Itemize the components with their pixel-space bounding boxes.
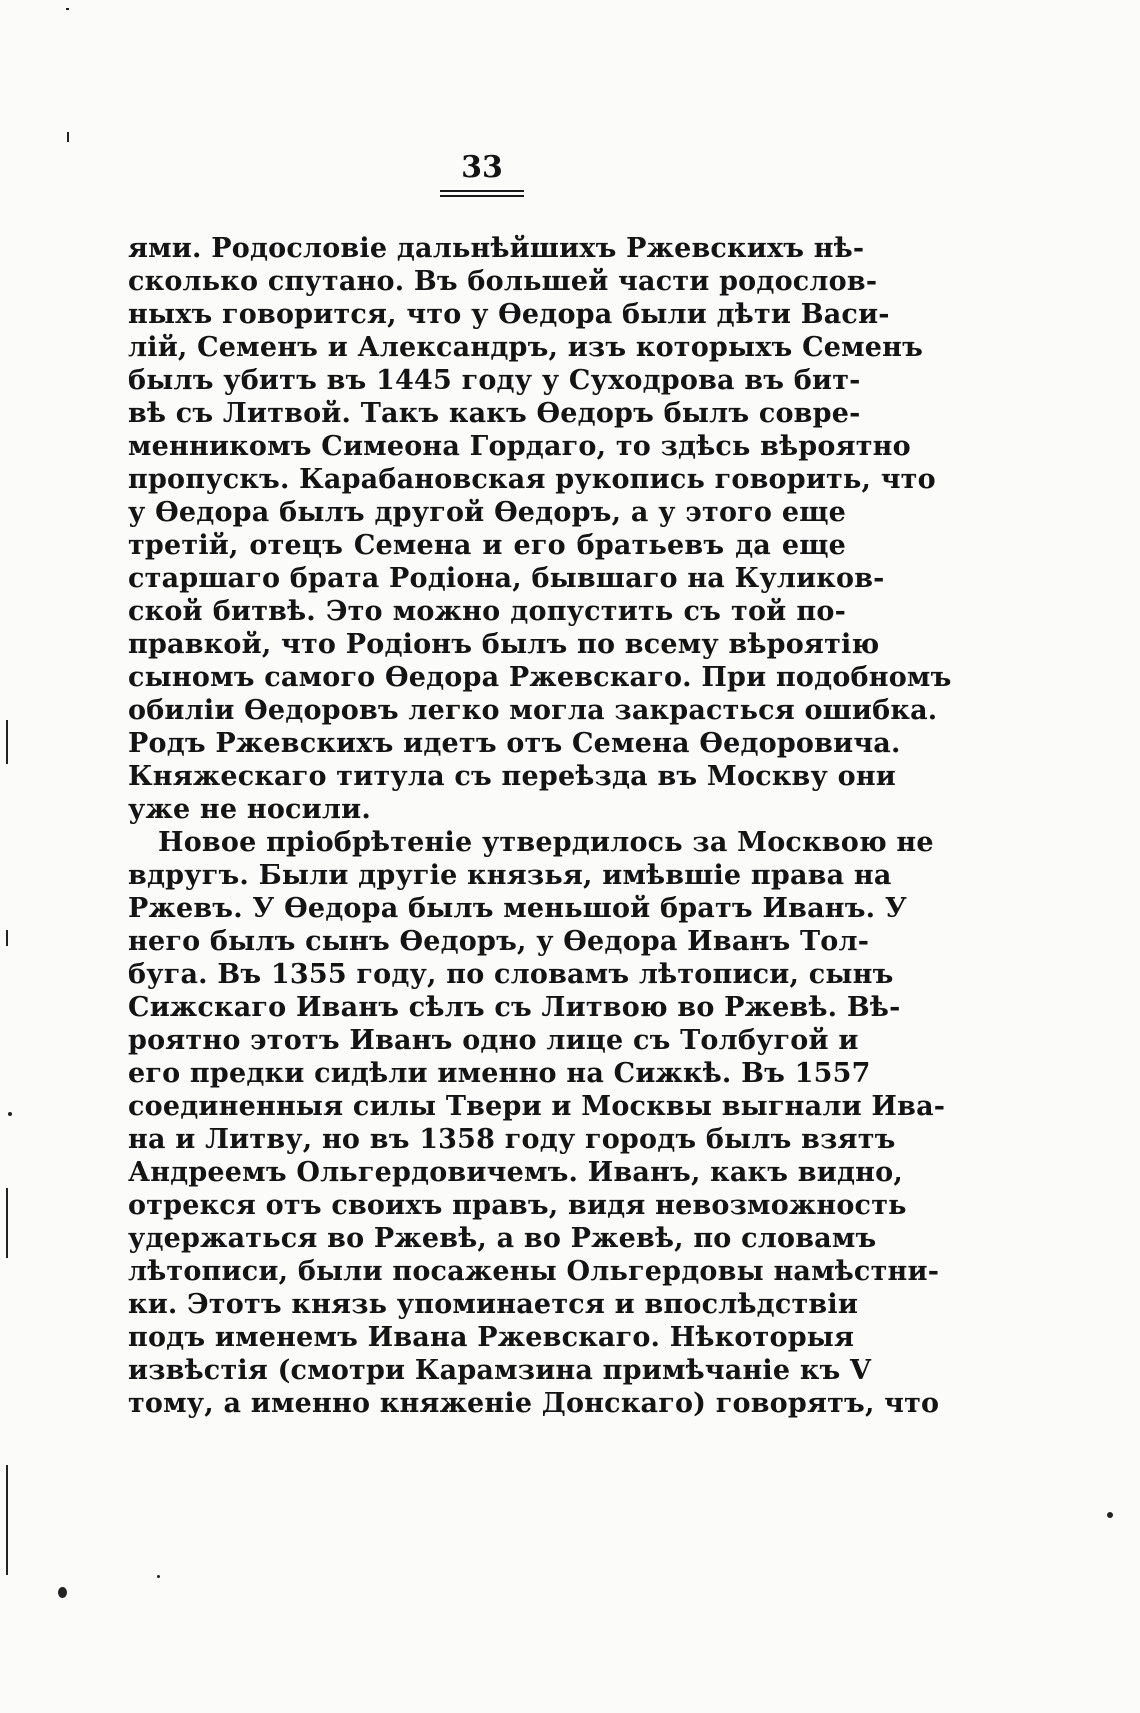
text-line: старшаго брата Родіона, бывшаго на Куликов-	[128, 563, 885, 594]
text-line: его предки сидѣли именно на Сижкѣ. Въ 1557	[128, 1058, 871, 1089]
scan-speck	[66, 8, 69, 10]
scan-speck	[157, 1575, 160, 1578]
text-line: Родъ Ржевскихъ идетъ отъ Семена Ѳедоровича.	[128, 728, 901, 759]
text-line: сколько спутано. Въ большей части родослов-	[128, 266, 878, 297]
page-number-rule	[440, 190, 524, 192]
text-line: ями. Родословіе дальнѣйшихъ Ржевскихъ нѣ-	[128, 233, 865, 264]
text-line: удержаться во Ржевѣ, а во Ржевѣ, по словамъ	[128, 1223, 877, 1254]
text-line: подъ именемъ Ивана Ржевскаго. Нѣкоторыя	[128, 1322, 855, 1353]
scan-speck	[6, 720, 8, 764]
text-line: уже не носили.	[128, 794, 371, 825]
scan-speck	[8, 1112, 12, 1116]
text-line: у Ѳедора былъ другой Ѳедоръ, а у этого еще	[128, 497, 846, 528]
text-line: обиліи Ѳедоровъ легко могла закрасться ошибка.	[128, 695, 938, 726]
scan-speck	[6, 1188, 8, 1258]
text-line: Новое пріобрѣтеніе утвердилось за Москвою не	[158, 827, 934, 858]
page-number: 33	[461, 150, 503, 185]
page-number-rule	[440, 195, 524, 197]
text-line: ки. Этотъ князь упоминается и впослѣдствіи	[128, 1289, 859, 1320]
scan-speck	[58, 1587, 67, 1598]
body-text	[128, 232, 952, 1420]
scan-speck	[67, 132, 69, 142]
text-line: Ржевъ. У Ѳедора былъ меньшой братъ Иванъ. У	[128, 893, 907, 924]
text-line: правкой, что Родіонъ былъ по всему вѣроятію	[128, 629, 880, 660]
scan-speck	[6, 1465, 8, 1575]
paragraph	[128, 232, 952, 826]
text-line: извѣстія (смотри Карамзина примѣчаніе къ V	[128, 1355, 872, 1386]
text-line: пропускъ. Карабановская рукопись говорить, что	[128, 464, 936, 495]
scan-speck	[1107, 1512, 1113, 1518]
text-line: Андреемъ Ольгердовичемъ. Иванъ, какъ видно,	[128, 1157, 903, 1188]
text-line: него былъ сынъ Ѳедоръ, у Ѳедора Иванъ Тол-	[128, 926, 870, 957]
text-line: на и Литву, но въ 1358 году городъ былъ взятъ	[128, 1124, 896, 1155]
text-line: буга. Въ 1355 году, по словамъ лѣтописи, сынъ	[128, 959, 894, 990]
text-line: ской битвѣ. Это можно допустить съ той по-	[128, 596, 846, 627]
text-line: вѣ съ Литвой. Такъ какъ Ѳедоръ былъ совре-	[128, 398, 861, 429]
text-line: Сижскаго Иванъ сѣлъ съ Литвою во Ржевѣ. Вѣ-	[128, 992, 901, 1023]
text-line: былъ убитъ въ 1445 году у Суходрова въ бит-	[128, 365, 861, 396]
text-line: тому, а именно княженіе Донскаго) говорятъ, что	[128, 1388, 940, 1419]
scan-speck	[6, 930, 8, 946]
text-line: вдругъ. Были другіе князья, имѣвшіе права на	[128, 860, 892, 891]
text-line: Княжескаго титула съ переѣзда въ Москву они	[128, 761, 897, 792]
text-line: ныхъ говорится, что у Ѳедора были дѣти Васи-	[128, 299, 890, 330]
paragraph	[128, 826, 946, 1420]
text-line: соединенныя силы Твери и Москвы выгнали Ива-	[128, 1091, 946, 1122]
text-line: лій, Семенъ и Александръ, изъ которыхъ Семенъ	[128, 332, 924, 363]
text-line: сыномъ самого Ѳедора Ржевскаго. При подобномъ	[128, 662, 952, 693]
text-line: роятно этотъ Иванъ одно лице съ Толбугой и	[128, 1025, 859, 1056]
text-line: лѣтописи, были посажены Ольгердовы намѣстни-	[128, 1256, 940, 1287]
text-line: третій, отецъ Семена и его братьевъ да еще	[128, 530, 846, 561]
text-line: менникомъ Симеона Гордаго, то здѣсь вѣроятно	[128, 431, 911, 462]
text-line: отрекся отъ своихъ правъ, видя невозможность	[128, 1190, 907, 1221]
